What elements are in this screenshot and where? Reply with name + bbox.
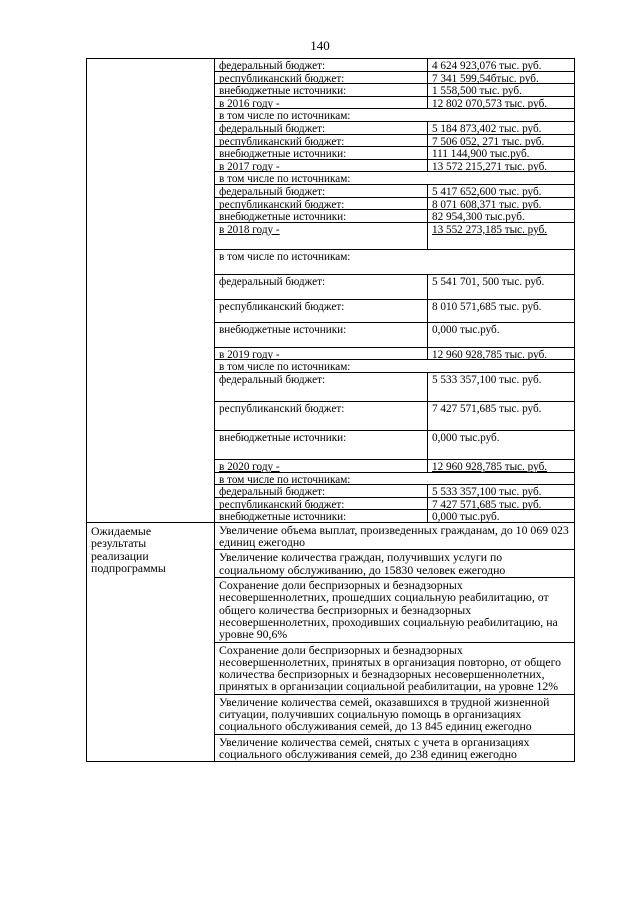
funding-year-total: 13 552 273,185 тыс. руб. (432, 223, 548, 236)
subprogram-passport-table (86, 58, 575, 762)
funding-row (215, 485, 574, 498)
page-number: 140 (310, 38, 330, 53)
funding-source-amount: 8 071 608,371 тыс. руб. (432, 198, 542, 210)
funding-source-label: федеральный бюджет: (215, 122, 428, 134)
expected-results-section (87, 522, 574, 761)
funding-row (215, 72, 574, 85)
funding-source-label: республиканский бюджет: (215, 135, 428, 147)
funding-source-amount: 0,000 тыс.руб. (432, 511, 500, 522)
funding-year-label: в 2020 году - (215, 460, 428, 472)
funding-source-label: внебюджетные источники: (215, 147, 428, 159)
funding-source-label: республиканский бюджет: (215, 72, 428, 84)
funding-source-amount: 5 184 873,402 тыс. руб. (432, 122, 542, 134)
funding-subheading: в том числе по источникам: (219, 110, 351, 123)
funding-rows (215, 59, 574, 522)
funding-year-label: в 2018 году - (215, 223, 428, 249)
funding-row (215, 275, 574, 300)
expected-result-item: Увеличение количества семей, оказавшихся в трудной жизненной ситуации, получивших социальную помощь в организациях социального обслуживания семей, до 13 845 единиц ежегодно (215, 695, 574, 735)
funding-row (215, 473, 574, 486)
funding-year-total: 12 802 070,573 тыс. руб. (432, 97, 548, 109)
funding-year-label: в 2016 году - (215, 97, 428, 109)
funding-row (215, 147, 574, 160)
funding-row (215, 431, 574, 460)
funding-source-label: внебюджетные источники: (215, 323, 428, 347)
funding-row (215, 323, 574, 348)
funding-year-total: 13 572 215,271 тыс. руб. (432, 160, 548, 172)
funding-row (215, 84, 574, 97)
funding-source-amount: 5 533 357,100 тыс. руб. (432, 486, 542, 497)
funding-subheading: в том числе по источникам: (219, 473, 351, 486)
funding-source-amount: 7 341 599,54бтыс. руб. (432, 72, 539, 84)
funding-row (215, 360, 574, 373)
expected-result-item: Увеличение количества граждан, получивших услуги по социальному обслуживанию, до 15830 человек ежегодно (215, 550, 574, 578)
funding-source-amount: 8 010 571,685 тыс. руб. (432, 300, 542, 313)
expected-results-title-line: результаты (91, 536, 147, 551)
funding-row (215, 210, 574, 223)
funding-source-amount: 0,000 тыс.руб. (432, 431, 500, 444)
expected-results-title-line: реализации (91, 548, 149, 563)
expected-results-list (215, 523, 574, 761)
funding-row (215, 109, 574, 122)
funding-row (215, 498, 574, 511)
funding-source-label: республиканский бюджет: (215, 498, 428, 510)
funding-source-amount: 111 144,900 тыс.руб. (432, 148, 530, 159)
funding-source-label: федеральный бюджет: (215, 485, 428, 497)
funding-source-label: федеральный бюджет: (215, 59, 428, 71)
funding-source-amount: 1 558,500 тыс. руб. (432, 85, 522, 96)
funding-row (215, 122, 574, 135)
funding-source-amount: 7 427 571,685 тыс. руб. (432, 498, 542, 510)
funding-source-label: республиканский бюджет: (215, 198, 428, 210)
funding-row (215, 59, 574, 72)
funding-source-label: федеральный бюджет: (215, 275, 428, 299)
funding-source-amount: 5 417 652,600 тыс. руб. (432, 185, 542, 197)
funding-source-label: республиканский бюджет: (215, 402, 428, 430)
funding-source-amount: 82 954,300 тыс.руб. (432, 211, 525, 222)
funding-source-amount: 7 427 571,685 тыс. руб. (432, 402, 542, 415)
funding-year-total: 12 960 928,785 тыс. руб. (432, 460, 548, 472)
funding-source-amount: 5 541 701, 500 тыс. руб. (432, 275, 545, 288)
funding-source-label: федеральный бюджет: (215, 373, 428, 401)
funding-source-label: внебюджетные источники: (215, 210, 428, 222)
funding-source-label: внебюджетные источники: (215, 510, 428, 522)
funding-row (215, 223, 574, 250)
funding-source-amount: 0,000 тыс.руб. (432, 323, 500, 336)
expected-result-item: Увеличение количества семей, снятых с учета в организациях социального обслуживания семей, до 238 единиц ежегодно (219, 734, 530, 761)
funding-row (215, 185, 574, 198)
funding-source-amount: 5 533 357,100 тыс. руб. (432, 373, 542, 386)
funding-row (215, 348, 574, 361)
funding-source-amount: 4 624 923,076 тыс. руб. (432, 60, 542, 71)
funding-row (215, 460, 574, 473)
funding-source-label: федеральный бюджет: (215, 185, 428, 197)
funding-row (215, 510, 574, 522)
funding-row (215, 250, 574, 275)
funding-row (215, 97, 574, 110)
funding-row (215, 300, 574, 323)
funding-year-label: в 2017 году - (215, 160, 428, 172)
funding-year-total: 12 960 928,785 тыс. руб. (432, 348, 548, 360)
expected-results-title (87, 523, 215, 761)
expected-result-item: Сохранение доли беспризорных и безнадзорных несовершеннолетних, принятых в организация повторно, от общего количества беспризорных и безнадзорных несовершеннолетних, принятых в организации социальной реабилитации, на уровне 12% (215, 643, 574, 695)
funding-source-amount: 7 506 052, 271 тыс. руб. (432, 135, 545, 147)
funding-subheading: в том числе по источникам: (219, 250, 351, 263)
funding-subheading: в том числе по источникам: (219, 173, 351, 186)
expected-results-title-line: Ожидаемые (91, 523, 152, 538)
expected-result-item: Увеличение объема выплат, произведенных гражданам, до 10 069 023 единиц ежегодно (215, 523, 574, 551)
funding-source-label: внебюджетные источники: (215, 84, 428, 96)
funding-row (215, 160, 574, 173)
funding-source-label: республиканский бюджет: (215, 300, 428, 322)
funding-section (87, 59, 574, 522)
funding-subheading: в том числе по источникам: (219, 361, 351, 374)
funding-year-label: в 2019 году - (215, 348, 428, 360)
funding-row (215, 198, 574, 211)
funding-row (215, 402, 574, 431)
funding-row (215, 135, 574, 148)
expected-results-title-line: подпрограммы (91, 561, 166, 576)
funding-label-cell (87, 59, 215, 522)
funding-row (215, 172, 574, 185)
funding-source-label: внебюджетные источники: (215, 431, 428, 459)
expected-result-item: Сохранение доли беспризорных и безнадзорных несовершеннолетних, прошедших социальную реабилитацию, от общего количества беспризорных и безнадзорных несовершеннолетних, проходивших социальную реабилитацию, на уровне 90,6% (215, 578, 574, 642)
funding-row (215, 373, 574, 402)
